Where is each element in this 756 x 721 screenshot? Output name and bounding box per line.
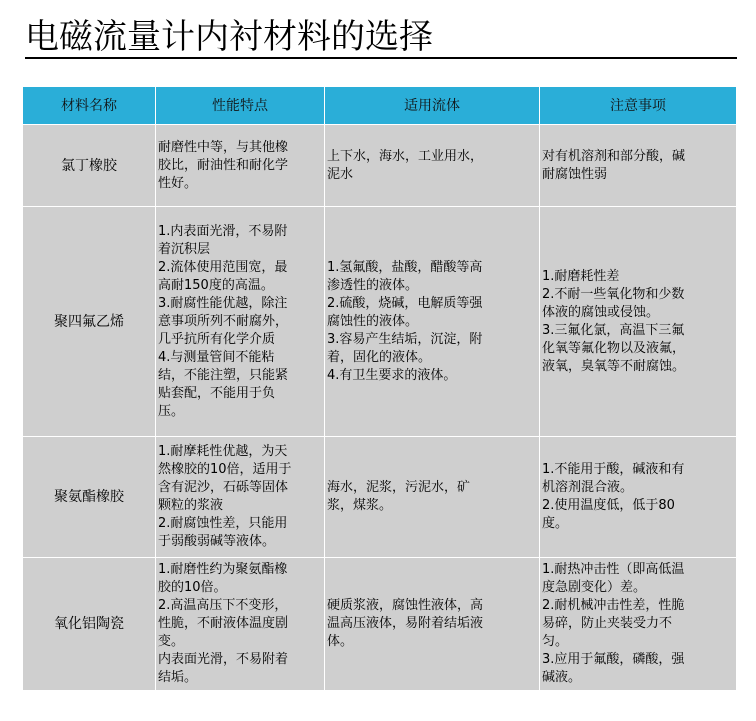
table-header-row bbox=[23, 87, 737, 125]
header-material-name: 材料名称 bbox=[23, 87, 156, 125]
fluids-cell: 海水，泥浆，污泥水，矿 浆，煤浆。 bbox=[325, 437, 540, 558]
notes-cell: 1.耐热冲击性（即高低温 度急剧变化）差。 2.耐机械冲击性差，性脆 易碎，防止夹装受力不 匀。 3.应用于氟酸，磷酸，强 碱液。 bbox=[540, 558, 737, 691]
header-features: 性能特点 bbox=[156, 87, 325, 125]
features-cell: 1.内表面光滑，不易附 着沉积层 2.流体使用范围宽，最 高耐150度的高温。 3.耐腐性能优越，除注 意事项所列不耐腐外， 几乎抗所有化学介质 4.与测量管间不能粘 结，不能注塑，只能紧 贴套配，不能用于负 压。 bbox=[156, 207, 325, 437]
material-name-cell: 聚氨酯橡胶 bbox=[23, 437, 156, 558]
fluids-cell: 硬质浆液，腐蚀性液体，高 温高压液体，易附着结垢液 体。 bbox=[325, 558, 540, 691]
fluids-cell: 1.氢氟酸，盐酸，醋酸等高 渗透性的液体。 2.硫酸，烧碱，电解质等强 腐蚀性的液体。 3.容易产生结垢，沉淀，附 着，固化的液体。 4.有卫生要求的液体。 bbox=[325, 207, 540, 437]
material-name-cell: 氧化铝陶瓷 bbox=[23, 558, 156, 691]
title-underline bbox=[25, 57, 737, 59]
table-row bbox=[23, 207, 737, 437]
material-table bbox=[22, 86, 737, 691]
page-title: 电磁流量计内衬材料的选择 bbox=[25, 17, 433, 57]
notes-cell: 1.不能用于酸，碱液和有 机溶剂混合液。 2.使用温度低，低于80 度。 bbox=[540, 437, 737, 558]
table-row bbox=[23, 437, 737, 558]
notes-cell: 1.耐磨耗性差 2.不耐一些氧化物和少数 体液的腐蚀或侵蚀。 3.三氟化氯，高温下三氟 化氧等氟化物以及液氟， 液氧，臭氧等不耐腐蚀。 bbox=[540, 207, 737, 437]
table-row bbox=[23, 125, 737, 207]
features-cell: 1.耐摩耗性优越，为天 然橡胶的10倍，适用于 含有泥沙，石砾等固体 颗粒的浆液 2.耐腐蚀性差，只能用 于弱酸弱碱等液体。 bbox=[156, 437, 325, 558]
material-name-cell: 聚四氟乙烯 bbox=[23, 207, 156, 437]
material-name-cell: 氯丁橡胶 bbox=[23, 125, 156, 207]
features-cell: 耐磨性中等，与其他橡 胶比，耐油性和耐化学 性好。 bbox=[156, 125, 325, 207]
header-notes: 注意事项 bbox=[540, 87, 737, 125]
fluids-cell: 上下水，海水，工业用水， 泥水 bbox=[325, 125, 540, 207]
notes-cell: 对有机溶剂和部分酸，碱 耐腐蚀性弱 bbox=[540, 125, 737, 207]
table-row bbox=[23, 558, 737, 691]
header-fluids: 适用流体 bbox=[325, 87, 540, 125]
features-cell: 1.耐磨性约为聚氨酯橡 胶的10倍。 2.高温高压下不变形， 性脆，不耐液体温度剧 变。 内表面光滑，不易附着 结垢。 bbox=[156, 558, 325, 691]
